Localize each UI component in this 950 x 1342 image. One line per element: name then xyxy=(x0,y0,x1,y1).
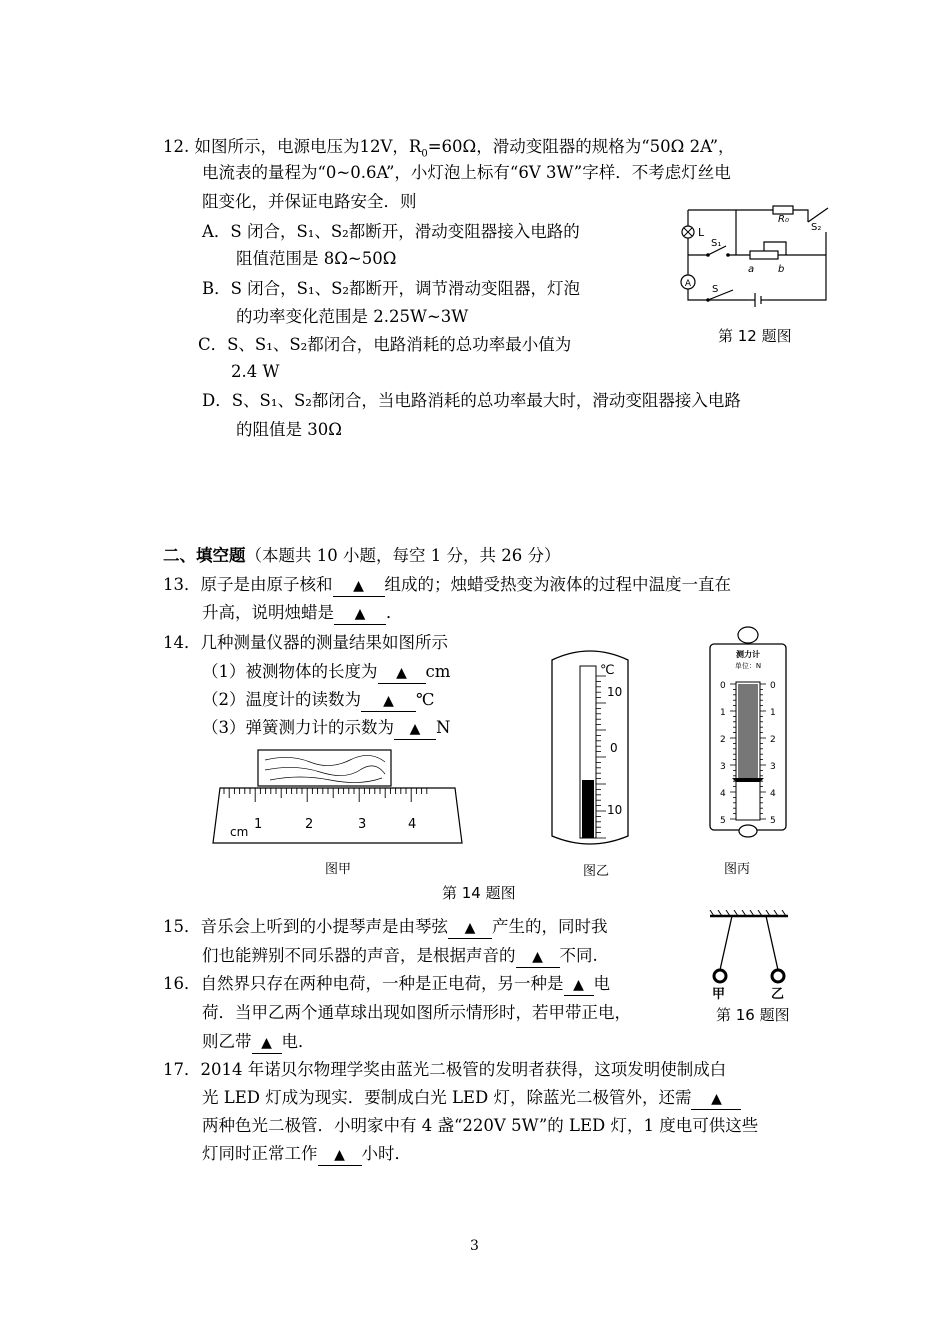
fig-b-caption: 图乙 xyxy=(583,864,610,879)
ball-right-label: 乙 xyxy=(771,987,785,1002)
q16-line-3: 则乙带 ▲ 电． xyxy=(202,1032,315,1054)
thermo-tick-label: 0 xyxy=(610,741,618,755)
q17-line-4: 灯同时正常工作 ▲ 小时． xyxy=(202,1144,411,1166)
meter-tick-label: 0 xyxy=(720,681,726,691)
meter-tick-label: 4 xyxy=(720,789,726,799)
section-2-title: 二、填空题 xyxy=(163,546,246,565)
q16-line-1: 16．自然界只存在两种电荷，一种是正电荷，另一种是 ▲ 电 xyxy=(163,974,610,996)
ball-left xyxy=(714,970,726,982)
fig-c-caption: 图丙 xyxy=(724,862,751,877)
fig-a-caption: 图甲 xyxy=(325,862,352,877)
spring-balance-figure xyxy=(708,626,788,838)
thermo-tick-label: 10 xyxy=(607,803,623,817)
q17-line-3: 两种色光二极管．小明家中有 4 盏“220V 5W”的 LED 灯，1 度电可供这些 xyxy=(202,1116,759,1135)
thermo-unit: ℃ xyxy=(600,663,615,678)
q12-line-3: 阻变化，并保证电路安全．则 xyxy=(202,192,417,211)
answer-blank[interactable]: ▲ xyxy=(448,918,492,939)
meter-title: 测力计 xyxy=(736,650,760,659)
q15-line-1: 15．音乐会上听到的小提琴声是由琴弦 ▲ 产生的，同时我 xyxy=(163,917,608,939)
ball-left-label: 甲 xyxy=(712,987,726,1002)
q12-option-c-1: C．S、S₁、S₂都闭合，电路消耗的总功率最小值为 xyxy=(198,335,572,354)
q12-option-a-1: A．S 闭合，S₁、S₂都断开，滑动变阻器接入电路的 xyxy=(202,222,580,241)
q17-line-2: 光 LED 灯成为现实．要制成白光 LED 灯，除蓝光二极管外，还需 ▲ xyxy=(202,1088,741,1110)
q17-line-1: 17．2014 年诺贝尔物理学奖由蓝光二极管的发明者获得，这项发明使制成白 xyxy=(163,1060,727,1079)
meter-tick-label: 2 xyxy=(770,735,776,745)
thermometer-figure xyxy=(550,648,630,848)
q14-figure-caption: 第 14 题图 xyxy=(442,884,516,902)
answer-blank[interactable]: ▲ xyxy=(516,947,560,968)
ruler-tick-label: 4 xyxy=(408,817,417,832)
q12-option-b-1: B．S 闭合，S₁、S₂都断开，调节滑动变阻器，灯泡 xyxy=(202,279,581,298)
rheostat-a-label: a xyxy=(748,264,755,275)
q14-line-1: 14．几种测量仪器的测量结果如图所示 xyxy=(163,633,448,652)
answer-blank[interactable]: ▲ xyxy=(564,975,594,996)
meter-tick-label: 3 xyxy=(720,762,726,772)
q16-line-2: 荷．当甲乙两个通草球出现如图所示情形时，若甲带正电， xyxy=(202,1003,631,1022)
pith-balls-figure xyxy=(706,910,792,1002)
answer-blank[interactable]: ▲ xyxy=(333,576,385,597)
q12-line-1: 12. 如图所示，电源电压为12V，$R_0=60\Omega$，滑动变阻器的规格为“50Ω 2A”， xyxy=(163,137,735,160)
meter-tick-label: 5 xyxy=(720,816,726,826)
ruler-tick-label: 1 xyxy=(254,817,263,832)
ruler-tick-label: 3 xyxy=(358,817,367,832)
q13-line-1: 13．原子是由原子核和 ▲ 组成的；烛蜡受热变为液体的过程中温度一直在 xyxy=(163,575,731,597)
meter-tick-label: 2 xyxy=(720,735,726,745)
lamp-label: L xyxy=(698,226,705,239)
meter-tick-label: 4 xyxy=(770,789,776,799)
section-2-note: （本题共 10 小题，每空 1 分，共 26 分） xyxy=(245,546,561,565)
ball-right xyxy=(772,970,784,982)
answer-blank[interactable]: ▲ xyxy=(394,719,436,740)
meter-tick-label: 0 xyxy=(770,681,776,691)
q12-line-2: 电流表的量程为“0~0.6A”，小灯泡上标有“6V 3W”字样．不考虑灯丝电 xyxy=(202,163,731,182)
q14-part-1: （1）被测物体的长度为 ▲ cm xyxy=(202,662,450,684)
meter-tick-label: 1 xyxy=(770,708,776,718)
answer-blank[interactable]: ▲ xyxy=(252,1033,282,1054)
q14-part-3: （3）弹簧测力计的示数为 ▲ N xyxy=(202,718,450,740)
meter-unit: 单位：N xyxy=(734,662,762,670)
spring-body xyxy=(738,684,758,780)
mercury-column xyxy=(582,780,594,838)
q14-part-2: （2）温度计的读数为 ▲ ℃ xyxy=(202,690,434,712)
answer-blank[interactable]: ▲ xyxy=(334,604,386,625)
q12-option-d-2: 的阻值是 30Ω xyxy=(236,420,342,439)
meter-tick-label: 3 xyxy=(770,762,776,772)
r0-label: R₀ xyxy=(778,214,789,225)
answer-blank[interactable]: ▲ xyxy=(318,1145,362,1166)
s2-label: S₂ xyxy=(811,222,822,233)
meter-pointer xyxy=(732,778,764,782)
q12-option-c-2: 2.4 W xyxy=(231,362,280,381)
q12-circuit-diagram xyxy=(678,200,833,310)
answer-blank[interactable]: ▲ xyxy=(691,1089,741,1110)
meter-tick-label: 1 xyxy=(720,708,726,718)
s-label: S xyxy=(712,284,719,295)
answer-blank[interactable]: ▲ xyxy=(361,691,416,712)
q12-option-b-2: 的功率变化范围是 2.25W~3W xyxy=(236,307,469,326)
q12-figure-caption: 第 12 题图 xyxy=(718,327,792,345)
q12-option-d-1: D．S、S₁、S₂都闭合，当电路消耗的总功率最大时，滑动变阻器接入电路 xyxy=(202,391,741,410)
ammeter-label: A xyxy=(684,279,692,289)
section-2-heading xyxy=(163,546,560,566)
page-number: 3 xyxy=(470,1238,479,1254)
answer-blank[interactable]: ▲ xyxy=(378,663,426,684)
q12-option-a-2: 阻值范围是 8Ω~50Ω xyxy=(236,249,397,268)
rheostat-b-label: b xyxy=(778,264,785,275)
ruler-figure xyxy=(210,748,465,848)
q16-figure-caption: 第 16 题图 xyxy=(716,1006,790,1024)
ruler-unit: cm xyxy=(230,825,249,839)
s1-label: S₁ xyxy=(711,238,722,249)
q13-line-2: 升高，说明烛蜡是 ▲ ． xyxy=(202,603,403,625)
q15-line-2: 们也能辨别不同乐器的声音，是根据声音的 ▲ 不同. xyxy=(202,946,598,968)
ruler-tick-label: 2 xyxy=(305,817,314,832)
thermo-tick-label: 10 xyxy=(607,685,623,699)
meter-tick-label: 5 xyxy=(770,816,776,826)
